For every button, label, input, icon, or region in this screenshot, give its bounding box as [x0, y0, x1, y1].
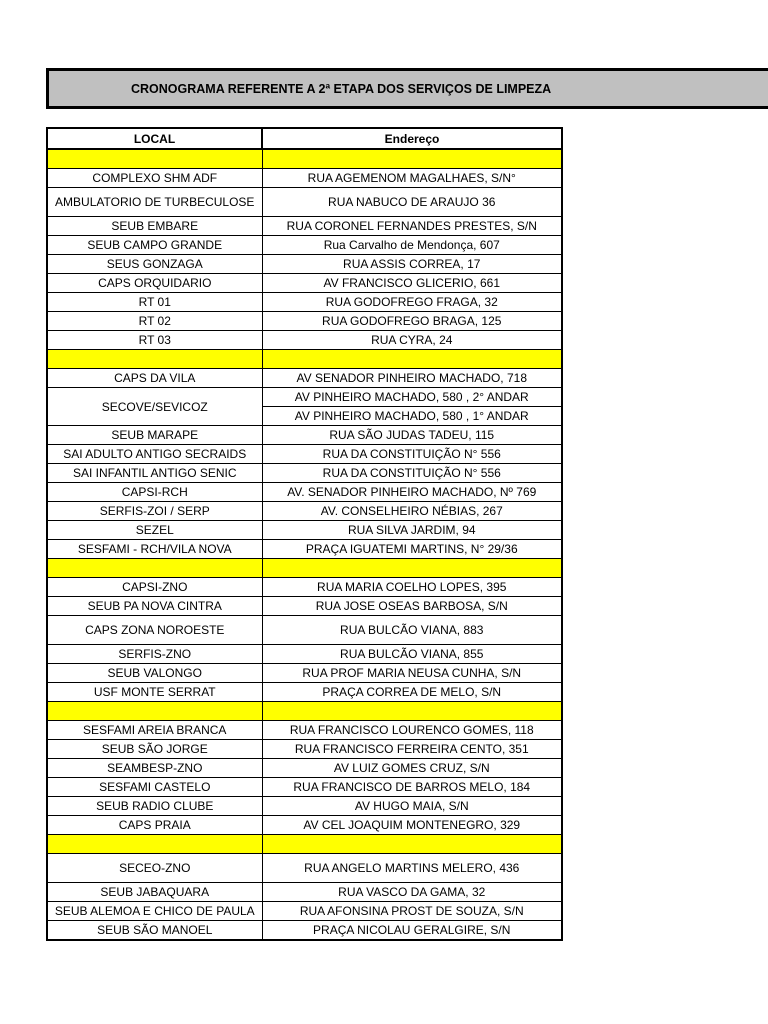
local-cell: RT 03: [47, 331, 262, 350]
schedule-table: [46, 127, 563, 941]
group-separator: [47, 559, 562, 578]
local-cell: SESFAMI AREIA BRANCA: [47, 721, 262, 740]
local-cell: SEUB EMBARE: [47, 217, 262, 236]
group-separator: [47, 702, 562, 721]
address-cell: RUA BULCÃO VIANA, 883: [262, 616, 562, 645]
address-cell: AV HUGO MAIA, S/N: [262, 797, 562, 816]
local-cell: SEUB RADIO CLUBE: [47, 797, 262, 816]
address-cell: RUA AGEMENOM MAGALHAES, S/N°: [262, 169, 562, 188]
address-cell: RUA ASSIS CORREA, 17: [262, 255, 562, 274]
local-cell: SECEO-ZNO: [47, 854, 262, 883]
local-cell: SAI ADULTO ANTIGO SECRAIDS: [47, 445, 262, 464]
local-cell: CAPS ZONA NOROESTE: [47, 616, 262, 645]
address-cell: RUA VASCO DA GAMA, 32: [262, 883, 562, 902]
address-cell: RUA FRANCISCO FERREIRA CENTO, 351: [262, 740, 562, 759]
local-cell: SEUB SÃO JORGE: [47, 740, 262, 759]
local-cell: CAPS DA VILA: [47, 369, 262, 388]
address-cell: RUA SÃO JUDAS TADEU, 115: [262, 426, 562, 445]
address-cell: RUA DA CONSTITUIÇÃO N° 556: [262, 445, 562, 464]
local-cell: CAPSI-RCH: [47, 483, 262, 502]
local-cell: COMPLEXO SHM ADF: [47, 169, 262, 188]
local-cell: SEUB ALEMOA E CHICO DE PAULA: [47, 902, 262, 921]
local-cell: CAPS PRAIA: [47, 816, 262, 835]
group-separator: [47, 350, 562, 369]
address-cell: RUA GODOFREGO FRAGA, 32: [262, 293, 562, 312]
address-cell: RUA AFONSINA PROST DE SOUZA, S/N: [262, 902, 562, 921]
local-cell: AMBULATORIO DE TURBECULOSE: [47, 188, 262, 217]
local-cell: SESFAMI - RCH/VILA NOVA: [47, 540, 262, 559]
address-cell: AV LUIZ GOMES CRUZ, S/N: [262, 759, 562, 778]
local-cell: SEUB MARAPE: [47, 426, 262, 445]
local-cell: SAI INFANTIL ANTIGO SENIC: [47, 464, 262, 483]
address-cell: AV FRANCISCO GLICERIO, 661: [262, 274, 562, 293]
local-cell: SEUB CAMPO GRANDE: [47, 236, 262, 255]
address-cell: RUA CORONEL FERNANDES PRESTES, S/N: [262, 217, 562, 236]
local-cell: SEUB VALONGO: [47, 664, 262, 683]
address-cell: RUA CYRA, 24: [262, 331, 562, 350]
page-title: CRONOGRAMA REFERENTE A 2ª ETAPA DOS SERVIÇOS DE LIMPEZA: [131, 82, 552, 96]
local-cell: SEZEL: [47, 521, 262, 540]
address-cell: RUA FRANCISCO DE BARROS MELO, 184: [262, 778, 562, 797]
address-cell: AV. SENADOR PINHEIRO MACHADO, Nº 769: [262, 483, 562, 502]
address-cell: PRAÇA NICOLAU GERALGIRE, S/N: [262, 921, 562, 940]
address-cell: RUA BULCÃO VIANA, 855: [262, 645, 562, 664]
local-cell: SESFAMI CASTELO: [47, 778, 262, 797]
address-cell: RUA NABUCO DE ARAUJO 36: [262, 188, 562, 217]
address-cell: RUA JOSE OSEAS BARBOSA, S/N: [262, 597, 562, 616]
local-cell: SEUB PA NOVA CINTRA: [47, 597, 262, 616]
local-cell: CAPS ORQUIDARIO: [47, 274, 262, 293]
title-bar: [46, 68, 768, 109]
address-cell: PRAÇA IGUATEMI MARTINS, N° 29/36: [262, 540, 562, 559]
address-cell: AV PINHEIRO MACHADO, 580 , 1° ANDAR: [262, 407, 562, 426]
local-cell: SECOVE/SEVICOZ: [47, 388, 262, 426]
column-header-local: LOCAL: [47, 128, 262, 149]
address-cell: RUA DA CONSTITUIÇÃO N° 556: [262, 464, 562, 483]
local-cell: SERFIS-ZNO: [47, 645, 262, 664]
local-cell: SEUS GONZAGA: [47, 255, 262, 274]
local-cell: SEUB SÃO MANOEL: [47, 921, 262, 940]
address-cell: AV PINHEIRO MACHADO, 580 , 2° ANDAR: [262, 388, 562, 407]
local-cell: SERFIS-ZOI / SERP: [47, 502, 262, 521]
group-separator: [47, 149, 562, 169]
address-cell: AV. CONSELHEIRO NÉBIAS, 267: [262, 502, 562, 521]
address-cell: RUA SILVA JARDIM, 94: [262, 521, 562, 540]
address-cell: RUA MARIA COELHO LOPES, 395: [262, 578, 562, 597]
local-cell: SEUB JABAQUARA: [47, 883, 262, 902]
address-cell: RUA PROF MARIA NEUSA CUNHA, S/N: [262, 664, 562, 683]
address-cell: RUA GODOFREGO BRAGA, 125: [262, 312, 562, 331]
local-cell: USF MONTE SERRAT: [47, 683, 262, 702]
column-header-endereco: Endereço: [262, 128, 562, 149]
local-cell: SEAMBESP-ZNO: [47, 759, 262, 778]
address-cell: PRAÇA CORREA DE MELO, S/N: [262, 683, 562, 702]
local-cell: RT 01: [47, 293, 262, 312]
address-cell: AV CEL JOAQUIM MONTENEGRO, 329: [262, 816, 562, 835]
address-cell: Rua Carvalho de Mendonça, 607: [262, 236, 562, 255]
local-cell: CAPSI-ZNO: [47, 578, 262, 597]
local-cell: RT 02: [47, 312, 262, 331]
group-separator: [47, 835, 562, 854]
address-cell: AV SENADOR PINHEIRO MACHADO, 718: [262, 369, 562, 388]
address-cell: RUA FRANCISCO LOURENCO GOMES, 118: [262, 721, 562, 740]
address-cell: RUA ANGELO MARTINS MELERO, 436: [262, 854, 562, 883]
